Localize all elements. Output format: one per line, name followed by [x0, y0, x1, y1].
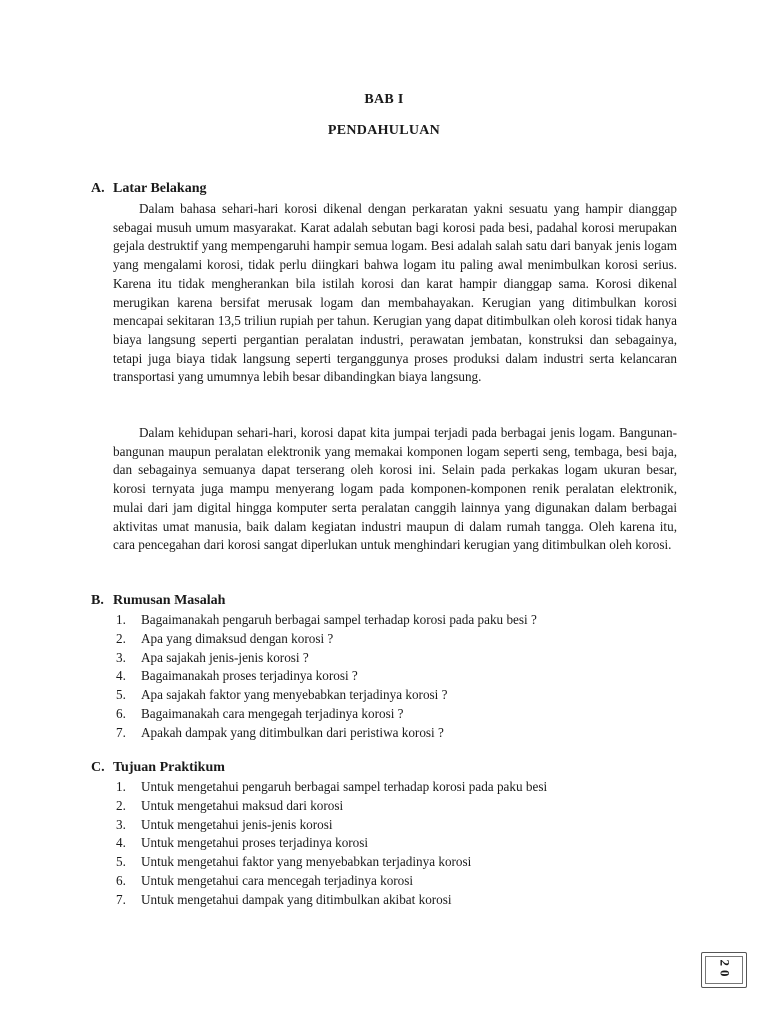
paragraph-latar-belakang-1: Dalam bahasa sehari-hari korosi dikenal dengan perkaratan yakni sesuatu yang hampir dianggap sebagai musuh umum masyarakat. Karat adalah sebutan bagi korosi pada besi, padahal korosi merupakan gejala destruktif yang mempengaruhi hampir semua logam. Besi adalah salah satu dari banyak jenis logam yang mengalami korosi, tidak perlu diingkari bahwa logam itu paling awal menimbulkan korosi serius. Karena itu tidak mengherankan bila istilah korosi dan karat hampir dianggap sama. Korosi dikenal merugikan karena bersifat merusak logam dan membahayakan. Kerugian yang ditimbulkan korosi mencapai sekitaran 13,5 triliun rupiah per tahun. Kerugian yang dapat ditimbulkan oleh korosi tidak hanya biaya langsung seperti pergantian peralatan industri, perawatan jembatan, konstruksi dan sebagainya, tetapi juga biaya tidak langsung seperti terganggunya proses produksi dalam industri serta kelancaran transportasi yang umumnya lebih besar dibandingkan biaya langsung. — [113, 201, 677, 385]
list-number: 5. — [116, 854, 126, 870]
list-number: 2. — [116, 630, 126, 646]
list-text: Untuk mengetahui maksud dari korosi — [141, 797, 344, 813]
list-number: 7. — [116, 724, 126, 740]
page-number-inner-frame — [705, 956, 743, 984]
list-item — [113, 778, 677, 797]
chapter-number: BAB I — [364, 92, 404, 107]
paragraph-latar-belakang-2: Dalam kehidupan sehari-hari, korosi dapat kita jumpai terjadi pada berbagai jenis logam. Bangunan-bangunan maupun peralatan elektronik yang memakai komponen logam seperti seng, tembaga, besi baja, dan sebagainya semuanya dapat terserang oleh korosi ini. Selain pada perkakas logam ukuran besar, korosi ternyata juga mampu menyerang logam pada komponen-komponen renik peralatan elektronik, mulai dari jam digital hingga komputer serta peralatan canggih lainnya yang digunakan dalam berbagai aktivitas umat manusia, baik dalam kegiatan industri maupun di dalam rumah tangga. Oleh karena itu, cara pencegahan dari korosi sangat diperlukan untuk menghindari kerugian yang ditimbulkan oleh korosi. — [113, 425, 677, 553]
list-item — [113, 872, 677, 891]
section-heading-text: Rumusan Masalah — [113, 593, 226, 608]
list-number: 4. — [116, 835, 126, 851]
list-text: Apa sajakah jenis-jenis korosi ? — [141, 649, 309, 665]
list-number: 1. — [116, 612, 126, 627]
list-number: 7. — [116, 891, 126, 907]
list-item — [113, 853, 677, 872]
list-text: Untuk mengetahui dampak yang ditimbulkan akibat korosi — [141, 891, 452, 907]
list-number: 5. — [116, 687, 126, 703]
list-text: Untuk mengetahui faktor yang menyebabkan terjadinya korosi — [141, 854, 472, 870]
list-text: Untuk mengetahui proses terjadinya korosi — [141, 835, 369, 851]
chapter-title: PENDAHULUAN — [327, 123, 441, 138]
rumusan-masalah-list — [113, 611, 677, 743]
section-heading-text: Latar Belakang — [113, 181, 207, 196]
list-text: Apakah dampak yang ditimbulkan dari peristiwa korosi ? — [141, 724, 444, 740]
list-item — [113, 816, 677, 835]
list-text: Apa yang dimaksud dengan korosi ? — [141, 630, 334, 646]
list-number: 4. — [116, 668, 126, 684]
list-item — [113, 649, 677, 668]
list-item — [113, 667, 677, 686]
list-number: 2. — [116, 797, 126, 813]
page-number: 20 — [717, 959, 732, 981]
list-text: Bagaimanakah proses terjadinya korosi ? — [141, 668, 358, 684]
list-text: Bagaimanakah cara mengegah terjadinya korosi ? — [141, 705, 404, 721]
section-heading-rumusan-masalah — [91, 593, 225, 609]
list-item — [113, 891, 677, 910]
list-number: 1. — [116, 779, 126, 794]
section-letter: C. — [91, 760, 105, 775]
list-item — [113, 797, 677, 816]
list-item — [113, 724, 677, 743]
section-heading-latar-belakang — [91, 181, 206, 197]
list-item — [113, 611, 677, 630]
section-heading-tujuan-praktikum — [91, 760, 225, 776]
list-text: Untuk mengetahui cara mencegah terjadinya korosi — [141, 872, 414, 888]
section-letter: A. — [91, 181, 105, 196]
list-item — [113, 686, 677, 705]
list-text: Bagaimanakah pengaruh berbagai sampel terhadap korosi pada paku besi ? — [141, 612, 537, 627]
tujuan-praktikum-list — [113, 778, 677, 910]
list-number: 3. — [116, 816, 126, 832]
section-letter: B. — [91, 593, 104, 608]
page-number-box — [701, 952, 747, 988]
list-text: Apa sajakah faktor yang menyebabkan terjadinya korosi ? — [141, 687, 448, 703]
list-item — [113, 705, 677, 724]
list-text: Untuk mengetahui pengaruh berbagai sampel terhadap korosi pada paku besi — [141, 779, 548, 794]
list-text: Untuk mengetahui jenis-jenis korosi — [141, 816, 333, 832]
list-number: 6. — [116, 705, 126, 721]
list-item — [113, 834, 677, 853]
section-heading-text: Tujuan Praktikum — [113, 760, 225, 775]
list-number: 3. — [116, 649, 126, 665]
list-number: 6. — [116, 872, 126, 888]
list-item — [113, 630, 677, 649]
